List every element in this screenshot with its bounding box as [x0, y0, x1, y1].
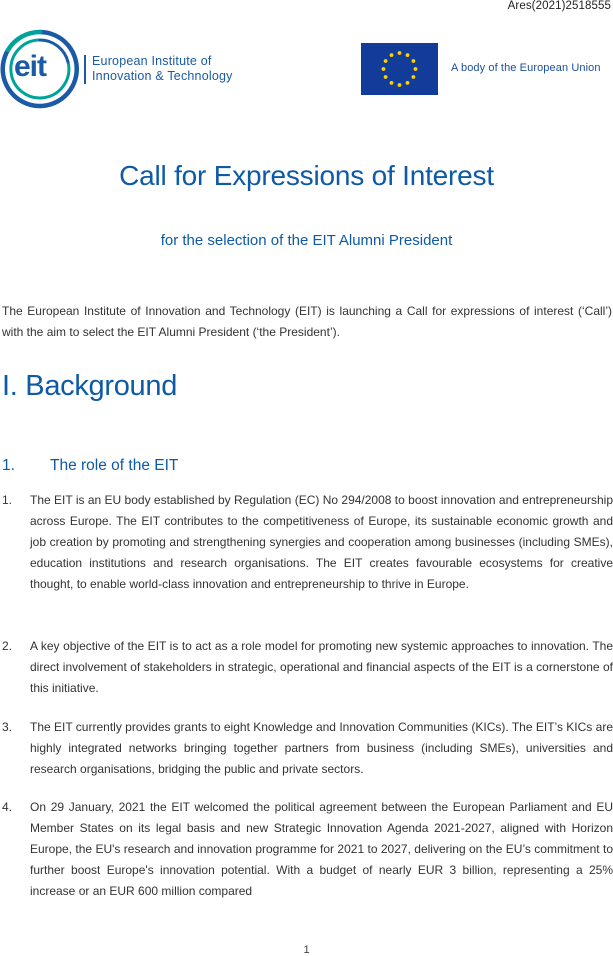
- document-reference: Ares(2021)2518555: [507, 0, 611, 12]
- eit-institute-name: [92, 54, 233, 84]
- paragraph-3: [2, 717, 613, 780]
- eit-name-line1: European Institute of: [92, 54, 212, 68]
- eit-logo-text: eit: [14, 50, 47, 83]
- paragraph-number: 3.: [2, 720, 13, 734]
- paragraph-number: 1.: [2, 493, 13, 507]
- paragraph-number: 2.: [2, 639, 13, 653]
- paragraph-number: 4.: [2, 800, 13, 814]
- paragraph-4: [2, 797, 613, 902]
- paragraph-text: On 29 January, 2021 the EIT welcomed the political agreement between the European Parliament and EU Member States on its legal basis and new Strategic Innovation Agenda 2021-2027, aligned with Horizon Europe, the EU's research and innovation programme for 2021 to 2027, delivering on the EU’s commitment to further boost Europe's innovation potential. With a budget of nearly EUR 3 billion, representing a 25% increase or an EUR 600 million compared: [30, 800, 613, 898]
- section-heading-background: I. Background: [2, 370, 178, 402]
- paragraph-text: A key objective of the EIT is to act as a role model for promoting new systemic approaches to innovation. The direct involvement of stakeholders in strategic, operational and financial aspects of the EIT is a cornerstone of this initiative.: [30, 639, 613, 695]
- eu-tagline: A body of the European Union: [451, 62, 601, 74]
- eit-name-line2: Innovation & Technology: [92, 69, 233, 83]
- document-title: Call for Expressions of Interest: [119, 160, 494, 191]
- subsection-number: 1.: [2, 457, 15, 474]
- paragraph-2: [2, 636, 613, 699]
- eu-flag-icon: [361, 43, 438, 95]
- subsection-heading: [2, 457, 178, 475]
- subsection-title: The role of the EIT: [50, 457, 179, 474]
- paragraph-text: The EIT currently provides grants to eight Knowledge and Innovation Communities (KICs). The EIT’s KICs are highly integrated networks bringing together partners from business (including SMEs), universities and research organisations, bridging the public and private sectors.: [30, 720, 613, 776]
- paragraph-1: [2, 490, 613, 595]
- paragraph-text: The EIT is an EU body established by Regulation (EC) No 294/2008 to boost innovation and entrepreneurship across Europe. The EIT contributes to the competitiveness of Europe, its sustainable economic growth and job creation by promoting and strengthening synergies and cooperation among businesses (including SMEs), education institutions and research organisations. The EIT creates favourable ecosystems for creative thought, to enable world-class innovation and entrepreneurship to thrive in Europe.: [30, 493, 613, 591]
- logo-divider: [84, 55, 86, 84]
- intro-paragraph: The European Institute of Innovation and Technology (EIT) is launching a Call for expressions of interest (‘Call’) with the aim to select the EIT Alumni President (‘the President’).: [2, 304, 612, 339]
- page-number: 1: [303, 944, 310, 956]
- document-subtitle: for the selection of the EIT Alumni President: [160, 232, 453, 249]
